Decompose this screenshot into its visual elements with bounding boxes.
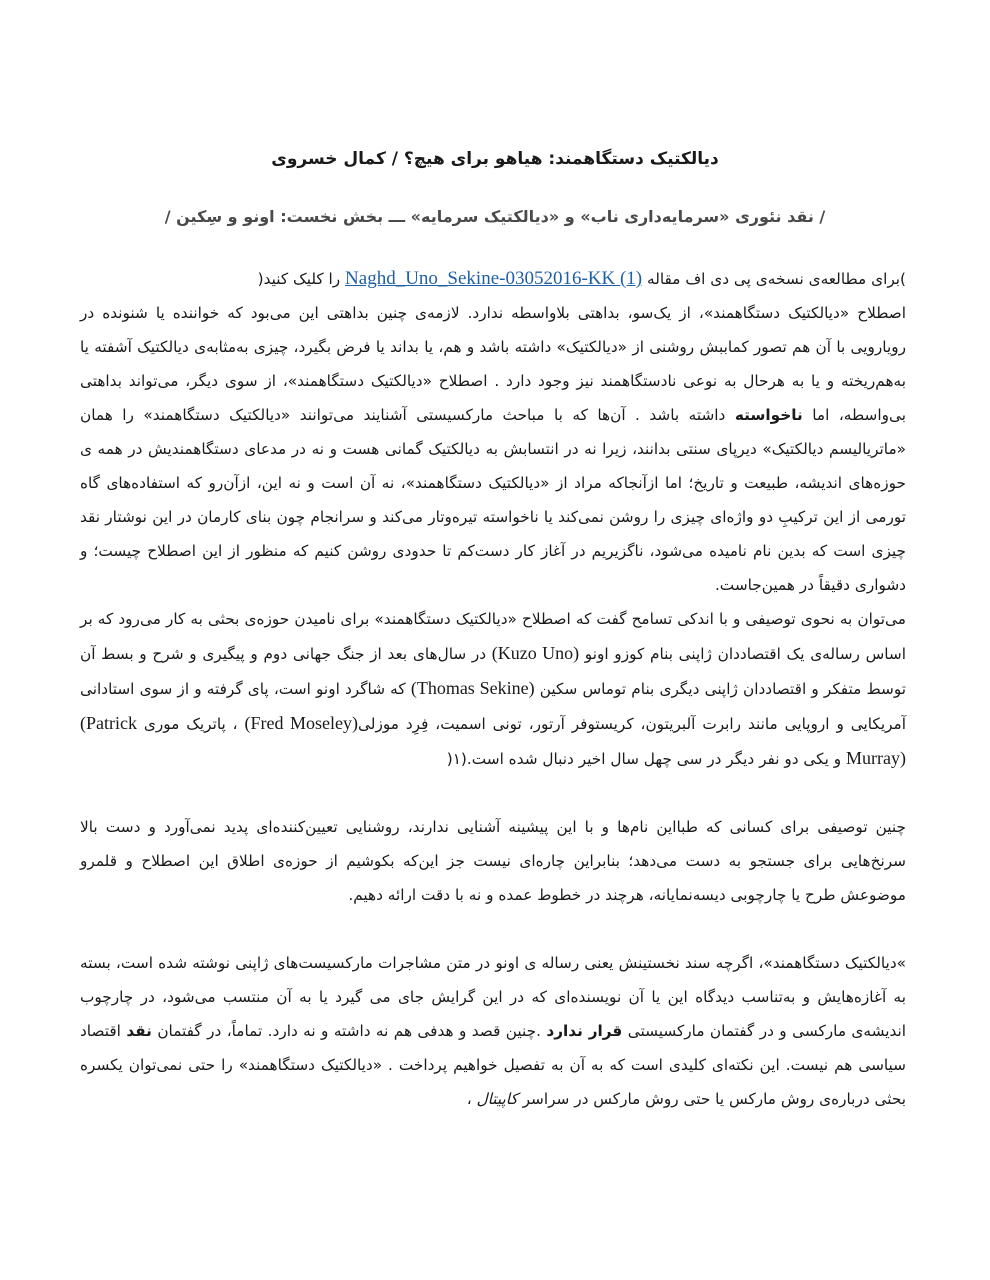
- paragraph-4-bold-1: قرار ندارد: [546, 1022, 623, 1040]
- page-title: دیالکتیک دستگاهمند: هیاهو برای هیچ؟ / کمال خسروی: [271, 149, 719, 169]
- article-body: [80, 262, 906, 1116]
- paragraph-2-text-d: ، پاتریک موری: [136, 715, 245, 733]
- pdf-download-link[interactable]: Naghd_Uno_Sekine-03052016-KK (1): [345, 268, 643, 289]
- pdf-note-end: را کلیک کنید(: [257, 270, 346, 288]
- paragraph-4-italic: کاپیتال: [476, 1090, 518, 1108]
- pdf-note-start: )برای مطالعه‌ی نسخه‌ی پی دی اف مقاله: [642, 270, 906, 288]
- paragraph-2-text-e: و یکی دو نفر دیگر در سی چهل سال اخیر دنبال شده است.(۱(: [446, 750, 847, 768]
- page-subtitle: / نقد نئوری «سرمایه‌داری ناب» و «دیالکتیک سرمایه» ـــ بخش نخست: اونو و سِکین /: [164, 207, 826, 226]
- paragraph-4-text-d: ،: [466, 1090, 477, 1108]
- paragraph-4-text-b: .چنین قصد و هدفی هم نه داشته و نه دارد. تماماً، در گفتمان: [151, 1022, 547, 1040]
- paragraph-gap: [80, 776, 906, 810]
- pdf-note: [80, 262, 906, 296]
- name-patrick-murray: (Patrick Murray): [80, 713, 906, 768]
- paragraph-1-bold: ناخواسته: [734, 406, 803, 424]
- paragraph-1-text-a: اصطلاح «دیالکتیک دستگاهمند»، از یک‌سو، بداهتی بلاواسطه ندارد. لازمه‌ی چنین بداهتی این می‌بود که خواننده یا شنونده در رویارویی با آن هم تصور کماببش روشنی از «دیالکتیک» داشته باشد و هم، یا بداند یا فرض بگیرد، چیزی به‌مثابه‌ی دیالکتیک آشفته یا به‌هم‌ریخته و یا به هرحال به نوعی نادستگاهمند نیز وجود دارد . اصطلاح «دیالکتیک دستگاهمند»، از سوی دیگر، می‌تواند بداهتی بی‌واسطه، اما: [80, 304, 906, 424]
- name-kuzo-uno: (Kuzo Uno): [491, 643, 580, 663]
- paragraph-1-text-b: داشته باشد . آن‌ها که با مباحث مارکسیستی آشنایند می‌توانند «دیالکتیک دستگاهمند» را همان «ماتریالیسم دیالکتیک» دیرپای سنتی بدانند، زیرا نه در انتسابش به دیالکتیک گمانی هست و نه در مدعای دستگاهمندیش در همه‌ ی حوزه‌های اندیشه، طبیعت و تاریخ؛ اما ازآنجاکه مراد از «دیالکتیک دستگاهمند»، نه آن است و نه این، ازآن‌رو که استفاده‌های گاه تورمی از این ترکیبِ دو واژه‌ای چیزی را روشن نمی‌کند یا ناخواسته تیره‌وتار می‌کند و سرانجام چون بنای کارمان در این نوشتار نقد چیزی است که بدین نام نامیده می‌شود، ناگزیریم در آغاز کار دست‌کم تا حدودی روشن کنیم که منظور از این اصطلاح چیست؛ و دشواری دقیقاً در همین‌جاست.: [80, 406, 906, 594]
- name-fred-moseley: (Fred Moseley): [244, 713, 359, 733]
- paragraph-4-bold-2: نقد: [126, 1022, 152, 1040]
- paragraph-gap: [80, 912, 906, 946]
- paragraph-3: چنین توصیفی برای کسانی که طبااین نام‌ها و با این پیشینه آشنایی ندارند، روشنایی تعیین‌کننده‌ای پدید نمی‌آورد و دست بالا سرنخ‌هایی برای جستجو به دست می‌دهد؛ بنابراین چاره‌ای نیست جز این‌که بکوشیم از حوزه‌ی اطلاق این اصطلاح و قلمرو موضوعش طرح یا چارچوبی دیسه‌نمایانه، هرچند در خطوط عمده و نه با دقت ارائه دهیم.: [80, 818, 906, 904]
- name-thomas-sekine: (Thomas Sekine): [410, 678, 535, 698]
- paragraph-4: [80, 946, 906, 1116]
- paragraph-1: [80, 296, 906, 602]
- paragraph-2: [80, 602, 906, 776]
- paragraph-4-text-c: اقتصاد سیاسی هم نیست. این نکته‌ای کلیدی است که به آن به تفصیل خواهیم پرداخت . «دیالکتیک دستگاهمند» را حتی نمی‌توان یکسره بحثی درباره‌ی روش مارکس یا حتی روش مارکس در سراسر: [80, 1022, 906, 1108]
- paragraph-2-text-b: در سال‌های بعد از جنگ جهانی دوم و پیگیری و شرح و بسط آن توسط متفکر و اقتصاددان ژاپنی دیگری بنام توماس سکین: [80, 645, 907, 698]
- paragraph-2-text-a: می‌توان به نحوی توصیفی و با اندکی تسامح گفت که اصطلاح «دیالکتیک دستگاهمند» برای نامیدن حوزه‌ی بحثی به کار می‌رود که بر اساس رساله‌ی یک اقتصاددان ژاپنی بنام کوزو اونو: [80, 610, 907, 663]
- paragraph-2-text-c: که شاگرد اونو است، پای گرفته و از سوی استادانی آمریکایی و اروپایی مانند رابرت آلبریتون، کریستوفر آرتور، تونی اسمیت، فِرِد موزلی: [80, 680, 906, 733]
- paragraph-4-text-a: »دیالکتیک دستگاهمند»، اگرچه سند نخستینش یعنی رساله‌ ی اونو در متن مشاجرات مارکسیست‌های ژاپنی نوشته شده است، بسته به آغازه‌هایش و به‌تناسب دیدگاه این یا آن نویسنده‌ای که در این گرایش جای می‌ گیرد یا به آن منتسب می‌شود، در چارچوب اندیشه‌ی مارکسی و در گفتمان مارکسیستی: [80, 954, 907, 1040]
